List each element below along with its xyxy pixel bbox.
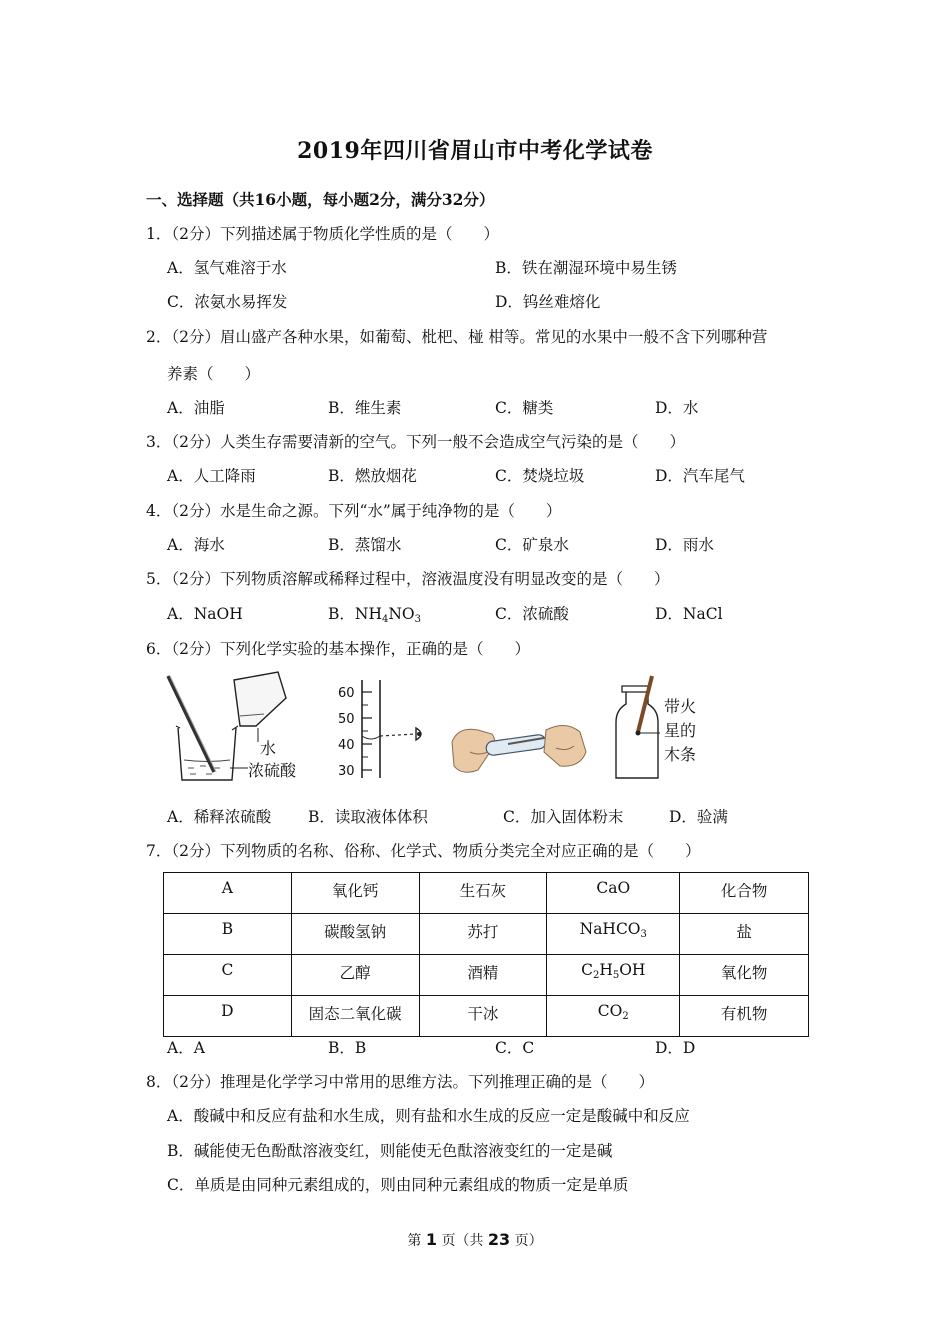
acid-label: 浓硫酸 (248, 761, 297, 780)
q3-option-d: D．汽车尾气 (655, 467, 745, 485)
table-cell-common-name: 生石灰 (419, 873, 547, 914)
q2-option-d: D．水 (655, 399, 699, 417)
figure-full-check (608, 674, 718, 782)
q5-stem: 5．（2分）下列物质溶解或稀释过程中，溶液温度没有明显改变的是（ ） (146, 570, 670, 588)
q8-option-c: C．单质是由同种元素组成的，则由同种元素组成的物质一定是单质 (167, 1176, 629, 1194)
figure-add-powder (448, 712, 590, 780)
q2-option-b: B．维生素 (328, 399, 402, 417)
table-cell-option: B (164, 914, 292, 955)
q4-stem: 4．（2分）水是生命之源。下列“水”属于纯净物的是（ ） (146, 502, 562, 520)
q5-option-b: B．$NH_4NO_3$ (328, 605, 422, 625)
figure-read-volume (330, 680, 430, 780)
q2-stem-line2: 养素（ ） (167, 365, 261, 383)
q6-option-a: A．稀释浓硫酸 (167, 808, 272, 826)
table-cell-category: 氧化物 (680, 955, 809, 996)
q4-option-b: B．蒸馏水 (328, 536, 402, 554)
q6-option-b: B．读取液体体积 (308, 808, 428, 826)
figure-dilute-acid (160, 668, 310, 786)
table-row (164, 996, 809, 1037)
q6-option-c: C．加入固体粉末 (503, 808, 624, 826)
section-heading: 一、选择题（共16小题，每小题2分，满分32分） (146, 190, 495, 209)
table-cell-name: 氧化钙 (291, 873, 419, 914)
page-number: 1 (425, 1230, 437, 1249)
q7-option-b: B．B (328, 1039, 367, 1057)
q6-option-d: D．验满 (669, 808, 728, 826)
q5-option-a: A．NaOH (167, 605, 243, 623)
q2-option-c: C．糖类 (495, 399, 554, 417)
q7-table (163, 872, 809, 1037)
page-footer: 第 1 页（共 23 页） (407, 1230, 543, 1249)
table-cell-option: A (164, 873, 292, 914)
table-cell-category: 盐 (680, 914, 809, 955)
q8-stem: 8．（2分）推理是化学学习中常用的思维方法。下列推理正确的是（ ） (146, 1073, 654, 1091)
splint-label-3: 木条 (664, 745, 697, 764)
tick-30: 30 (338, 764, 355, 779)
table-cell-formula: $C_2H_5OH$ (547, 955, 680, 996)
water-label: 水 (260, 739, 277, 758)
table-cell-name: 碳酸氢钠 (291, 914, 419, 955)
page-title: 2019年四川省眉山市中考化学试卷 (297, 138, 653, 164)
q3-option-b: B．燃放烟花 (328, 467, 417, 485)
tick-60: 60 (338, 686, 355, 701)
tick-50: 50 (338, 712, 355, 727)
q6-stem: 6．（2分）下列化学实验的基本操作，正确的是（ ） (146, 640, 530, 658)
table-cell-formula: CaO (547, 873, 680, 914)
table-cell-formula: NaHCO$_3$ (547, 914, 680, 955)
q7-stem: 7．（2分）下列物质的名称、俗称、化学式、物质分类完全对应正确的是（ ） (146, 842, 701, 860)
q7-option-a: A．A (167, 1039, 205, 1057)
table-row (164, 873, 809, 914)
splint-label-2: 星的 (664, 721, 697, 740)
q3-option-a: A．人工降雨 (167, 467, 256, 485)
table-cell-name: 固态二氧化碳 (291, 996, 419, 1037)
q1-option-b: B．铁在潮湿环境中易生锈 (495, 259, 677, 277)
q8-option-a: A．酸碱中和反应有盐和水生成，则有盐和水生成的反应一定是酸碱中和反应 (167, 1107, 690, 1125)
splint-label-1: 带火 (664, 697, 697, 716)
table-cell-category: 化合物 (680, 873, 809, 914)
q2-option-a: A．油脂 (167, 399, 225, 417)
table-cell-option: D (164, 996, 292, 1037)
table-cell-option: C (164, 955, 292, 996)
q8-option-b: B．碱能使无色酚酞溶液变红，则能使无色酞溶液变红的一定是碱 (167, 1142, 613, 1160)
q5-option-c: C．浓硫酸 (495, 605, 569, 623)
table-cell-name: 乙醇 (291, 955, 419, 996)
q2-stem-line1: 2．（2分）眉山盛产各种水果，如葡萄、枇杷、椪 柑等。常见的水果中一般不含下列哪种营 (146, 328, 768, 346)
q3-stem: 3．（2分）人类生存需要清新的空气。下列一般不会造成空气污染的是（ ） (146, 433, 685, 451)
q4-option-d: D．雨水 (655, 536, 714, 554)
table-cell-common-name: 干冰 (419, 996, 547, 1037)
q1-option-d: D．钨丝难熔化 (495, 293, 601, 311)
q1-stem: 1．（2分）下列描述属于物质化学性质的是（ ） (146, 225, 499, 243)
table-cell-common-name: 苏打 (419, 914, 547, 955)
table-cell-common-name: 酒精 (419, 955, 547, 996)
tick-40: 40 (338, 738, 355, 753)
q3-option-c: C．焚烧垃圾 (495, 467, 585, 485)
q5-option-d: D．NaCl (655, 605, 723, 623)
q7-option-c: C．C (495, 1039, 535, 1057)
table-cell-formula: $CO_2$ (547, 996, 680, 1037)
q1-option-c: C．浓氨水易挥发 (167, 293, 288, 311)
page-total: 23 (487, 1230, 511, 1249)
q1-option-a: A．氢气难溶于水 (167, 259, 287, 277)
q7-option-d: D．D (655, 1039, 696, 1057)
table-row (164, 914, 809, 955)
table-row (164, 955, 809, 996)
table-cell-category: 有机物 (680, 996, 809, 1037)
q4-option-a: A．海水 (167, 536, 225, 554)
q4-option-c: C．矿泉水 (495, 536, 569, 554)
